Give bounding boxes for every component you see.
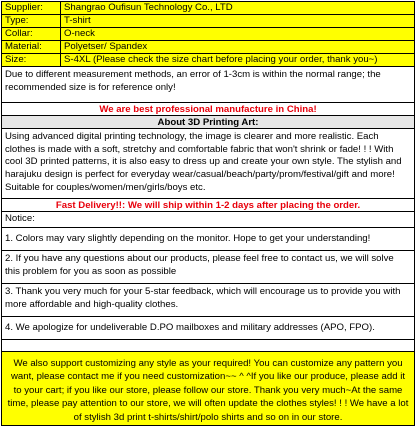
- spec-value: O-neck: [64, 28, 95, 39]
- spec-row-material: [2, 41, 414, 54]
- delivery-banner: Fast Delivery!!: We will ship within 1-2 days after placing the order.: [2, 199, 414, 212]
- spec-value: Shangrao Oufisun Technology Co., LTD: [64, 2, 233, 13]
- manufacture-banner: We are best professional manufacture in China!: [2, 103, 414, 116]
- spec-key: Size:: [2, 54, 61, 66]
- customize-notice: We also support customizing any style as your required! You can customize any pattern you want, please contact me if you need customization~~ ^ ^If you like our produce, please add it to your cart; if you like our store, please follow our store. Thank you very much~At the same time, please pay attention to our store, we will often update the clothes styles! ! ! We have a lot of stylish 3d print t-shirts/shirt/polo shirts and so on in our store.: [2, 352, 414, 425]
- notice-item-3: 3. Thank you very much for your 5-star feedback, which will encourage us to provide you with more affordable and high-quality clothes.: [2, 284, 414, 317]
- spacer-row: [2, 340, 414, 352]
- spec-value: T-shirt: [64, 15, 91, 26]
- printing-description: Using advanced digital printing technology, the image is clearer and more realistic. Each clothes is made with a soft, stretchy and comfortable fabric that won't shrink or fade! ! ! With cool 3D printed patterns, it is also easy to dress up and create your own style. The stylish and harajuku design is perfect for everyday wear/casual/beach/party/prom/festival/gift and more! Suitable for couples/women/men/girls/boys etc.: [2, 129, 414, 199]
- notice-item-2: 2. If you have any questions about our products, please feel free to contact us, we will solve this problem for you as soon as possible: [2, 251, 414, 284]
- notice-item-1: 1. Colors may vary slightly depending on the monitor. Hope to get your understanding!: [2, 228, 414, 251]
- spec-row-collar: [2, 28, 414, 41]
- notice-item-4: 4. We apologize for undeliverable D.PO mailboxes and military addresses (APO, FPO).: [2, 317, 414, 340]
- printing-heading: About 3D Printing Art:: [2, 116, 414, 129]
- spec-key: Material:: [2, 41, 61, 53]
- measurement-note: Due to different measurement methods, an error of 1-3cm is within the normal range; the recommended size is for reference only!: [2, 67, 414, 103]
- spec-value: S-4XL (Please check the size chart before placing your order, thank you~): [64, 54, 378, 65]
- product-info-sheet: [1, 1, 415, 426]
- spec-row-supplier: [2, 2, 414, 15]
- spec-key: Collar:: [2, 28, 61, 40]
- spec-row-type: [2, 15, 414, 28]
- notice-heading: Notice:: [2, 212, 414, 228]
- spec-key: Supplier:: [2, 2, 61, 14]
- spec-key: Type:: [2, 15, 61, 27]
- spec-row-size: [2, 54, 414, 67]
- spec-value: Polyetser/ Spandex: [64, 41, 148, 52]
